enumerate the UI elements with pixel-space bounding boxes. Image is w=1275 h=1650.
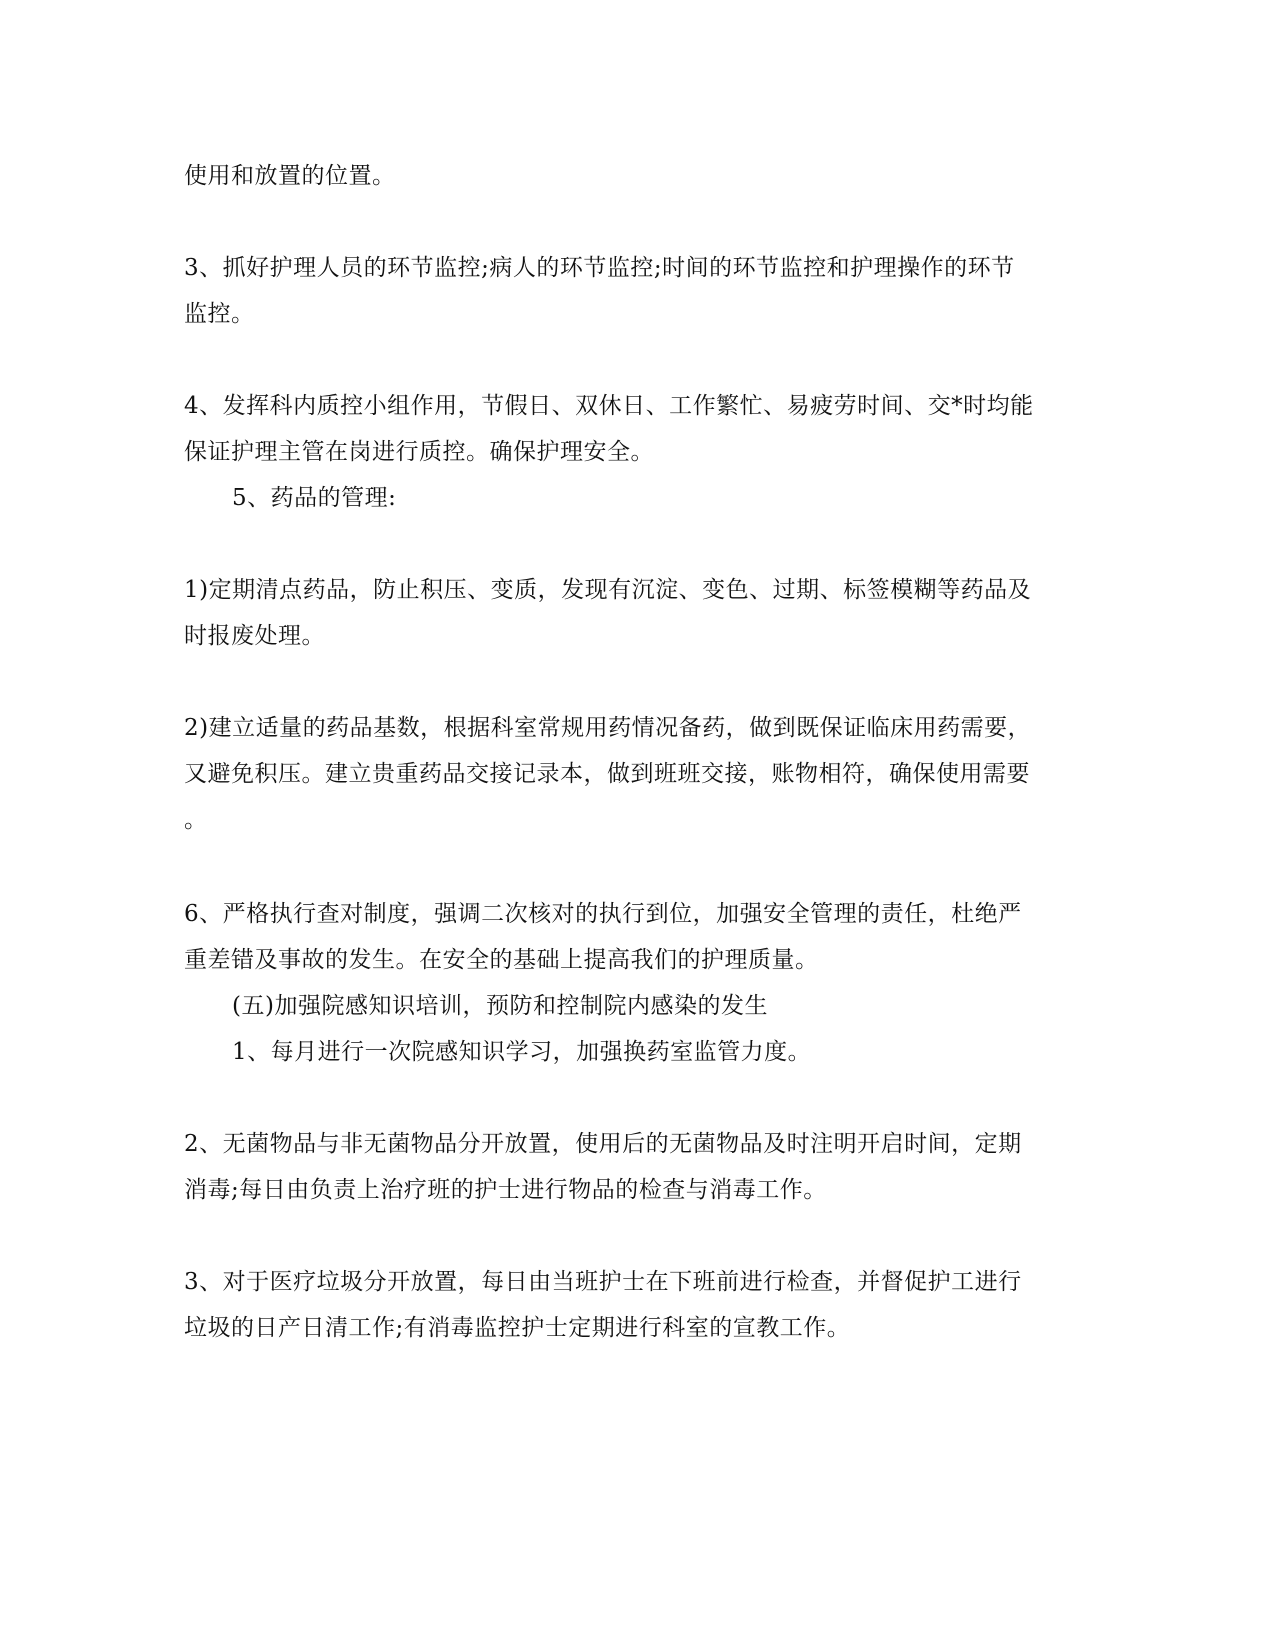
- text-line: 又避免积压。建立贵重药品交接记录本，做到班班交接，账物相符，确保使用需要: [184, 761, 1030, 787]
- text-line: 3、抓好护理人员的环节监控;病人的环节监控;时间的环节监控和护理操作的环节: [184, 255, 1015, 281]
- text-line: 使用和放置的位置。: [184, 163, 396, 189]
- text-line: 2)建立适量的药品基数，根据科室常规用药情况备药，做到既保证临床用药需要，: [184, 715, 1032, 741]
- text-line: 6、严格执行查对制度，强调二次核对的执行到位，加强安全管理的责任，杜绝严: [184, 901, 1022, 927]
- text-line: 垃圾的日产日清工作;有消毒监控护士定期进行科室的宣教工作。: [184, 1315, 851, 1341]
- text-line: 1)定期清点药品，防止积压、变质，发现有沉淀、变色、过期、标签模糊等药品及: [184, 577, 1032, 603]
- text-line: 2、无菌物品与非无菌物品分开放置，使用后的无菌物品及时注明开启时间，定期: [184, 1131, 1022, 1157]
- text-line: 。: [184, 807, 208, 833]
- text-line: 5、药品的管理:: [232, 485, 397, 511]
- text-line: 消毒;每日由负责上治疗班的护士进行物品的检查与消毒工作。: [184, 1177, 827, 1203]
- text-line: 时报废处理。: [184, 623, 325, 649]
- text-line: 4、发挥科内质控小组作用，节假日、双休日、工作繁忙、易疲劳时间、交*时均能: [184, 393, 1034, 419]
- text-line: 保证护理主管在岗进行质控。确保护理安全。: [184, 439, 654, 465]
- text-line: 监控。: [184, 301, 255, 327]
- text-line: (五)加强院感知识培训，预防和控制院内感染的发生: [232, 993, 768, 1019]
- text-line: 重差错及事故的发生。在安全的基础上提高我们的护理质量。: [184, 947, 819, 973]
- text-line: 3、对于医疗垃圾分开放置，每日由当班护士在下班前进行检查，并督促护工进行: [184, 1269, 1022, 1295]
- text-line: 1、每月进行一次院感知识学习，加强换药室监管力度。: [232, 1039, 812, 1065]
